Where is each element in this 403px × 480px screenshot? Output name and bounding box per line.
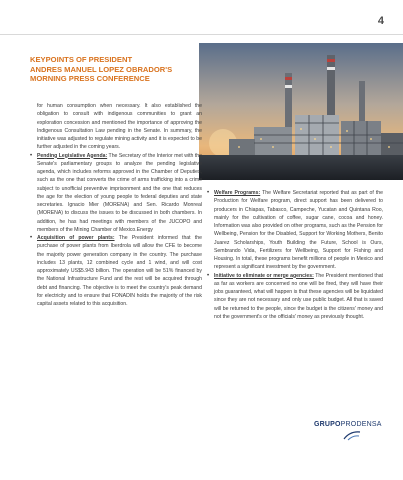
bullet-text: The President informed that the purchase of power plants from Iberdrola will allow the CFE to become the majority power generation company in the country. The purchase includes 13 plants, 12 combined cycle and 1 wind, and will cost approximately US$5.943 billion. The operation will be 51% financed by the National Infrastructure Fund and the rest will be acquired through debt and financing. The objective is to meet the country's peak demand for electricity and to ensure that FONADIN holds the majority of the risk capital assets related to this acquisition.	[37, 235, 202, 307]
page-title	[30, 55, 215, 84]
bullet-text: The Welfare Secretariat reported that as part of the Production for Welfare program, direct support has been delivered to producers in Chiapas, Tabasco, Campeche, Yucatan and Quintana Roo, mainly for the cultivation of coffee, sugar cane, cocoa and honey. Information was also provided on other programs, such as the Pension for Wellbeing, Pension for the Disabled, Support for Working Mothers, Benito Juarez Scholarships, Youth Building the Future, School is Ours, Sembrando Vida, Fertilizers for Wellbeing, Support for Fishing and Housing. In total, these programs benefit millions of people in Mexico and represent a significant investment by the government.	[214, 190, 383, 271]
right-bullet-list	[207, 189, 383, 321]
bullet-term: Acquisition of power plants:	[37, 235, 115, 241]
left-bullet-list	[30, 152, 202, 309]
power-plant-photo	[199, 43, 403, 180]
bullet-term: Initiative to eliminate or merge agencies:	[214, 272, 314, 279]
logo-text	[314, 421, 382, 428]
logo-mark-icon	[342, 429, 362, 441]
bullet-text: The President mentioned that as far as workers are concerned no one will be fired, they will have their jobs guaranteed, what will happen is that these agencies will be liquidated since they are not necessary and only use public budget. All that is saved will be returned to the people, since the budget is the citizens' money and not the government's or the officials' money as previously thought.	[214, 272, 383, 320]
bullet-term: Pending Legislative Agenda:	[37, 152, 108, 159]
top-divider	[0, 34, 403, 35]
left-column	[30, 102, 202, 308]
intro-paragraph: for human consumption when necessary. It also established the obligation to consult with indigenous communities to grant an exploration concession and mentioned the importance of approving the Indigenous Consultation Law pending in the Senate. In summary, the initiative was adjusted to regulate mining activity and it is expected to be further adjusted in the coming years.	[37, 103, 202, 151]
bullet-text: The Secretary of the Interior met with the Senate's parliamentary groups to analyze the pending legislative agenda, which includes reforms approved in the Chamber of Deputies, such as the one that converts the crime of arms trafficking into a crime subject to unofficial preventive imprisonment and the one that reduces the age for the election of young people to federal deputies and state secretaries. Ignacio Mier (MORENA) and Sen. Ricardo Monreal (MORENA) to discuss the issues to be discussed in both chambers. In addition, he has had meetings with members of the JUCOPO and members of the Mining Chamber of Mexico.Energy	[37, 152, 203, 233]
list-item	[207, 189, 383, 272]
list-item	[30, 152, 202, 235]
title-line: KEYPOINTS OF PRESIDENT	[30, 55, 133, 64]
bullet-term: Welfare Programs:	[214, 190, 261, 196]
right-column	[207, 189, 383, 321]
logo-text-light: PRODENSA	[340, 421, 382, 428]
title-line: ANDRES MANUEL LOPEZ OBRADOR'S	[30, 64, 173, 74]
grupo-prodensa-logo	[314, 421, 386, 443]
list-item	[207, 272, 383, 322]
page-number: 4	[377, 15, 384, 27]
title-line: MORNING PRESS CONFERENCE	[30, 74, 150, 84]
list-item	[30, 234, 202, 308]
logo-text-bold: GRUPO	[314, 421, 341, 428]
